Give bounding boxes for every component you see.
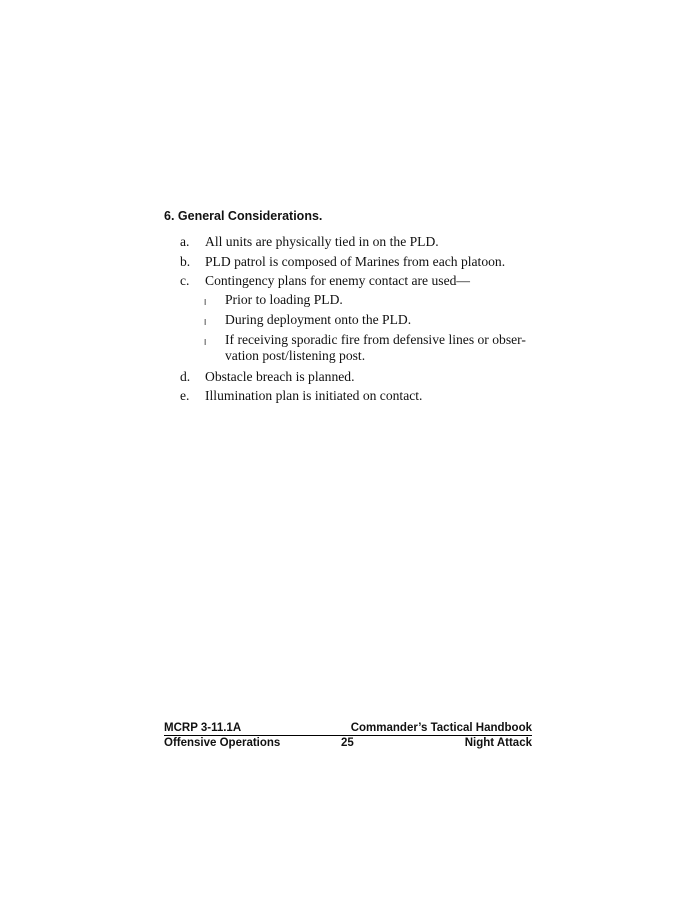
footer-chapter: Offensive Operations	[164, 737, 281, 749]
list-marker: e.	[180, 388, 190, 403]
list-marker: a.	[180, 234, 190, 249]
bullet-icon: l	[204, 298, 207, 307]
bullet-text: Prior to loading PLD.	[225, 292, 343, 307]
bullet-icon: l	[204, 338, 207, 347]
list-item-text: Contingency plans for enemy contact are used—	[205, 273, 470, 288]
footer-handbook-title: Commander’s Tactical Handbook	[350, 722, 532, 734]
list-marker: b.	[180, 254, 191, 269]
bullet-text: If receiving sporadic fire from defensive lines or obser- vation post/listening post.	[225, 332, 526, 363]
list-marker: d.	[180, 369, 191, 384]
list-item-d	[180, 369, 540, 385]
list-item-b	[180, 254, 540, 270]
footer-divider	[164, 735, 532, 736]
bullet-item-2	[204, 312, 536, 328]
list-item-text: Illumination plan is initiated on contact.	[205, 388, 423, 403]
section-heading: 6. General Considerations.	[164, 209, 323, 223]
list-item-text: PLD patrol is composed of Marines from each platoon.	[205, 254, 506, 269]
list-item-c	[180, 273, 540, 289]
list-item-text: All units are physically tied in on the PLD.	[205, 234, 439, 249]
bullet-text: During deployment onto the PLD.	[225, 312, 412, 327]
list-item-text: Obstacle breach is planned.	[205, 369, 355, 384]
footer-publication: MCRP 3-11.1A	[164, 722, 242, 734]
list-item-e	[180, 388, 540, 404]
list-marker: c.	[180, 273, 190, 288]
bullet-item-3	[204, 332, 536, 364]
footer-topic: Night Attack	[464, 737, 532, 749]
page-number: 25	[341, 737, 354, 749]
list-item-a	[180, 234, 540, 250]
bullet-icon: l	[204, 318, 207, 327]
bullet-item-1	[204, 292, 536, 308]
